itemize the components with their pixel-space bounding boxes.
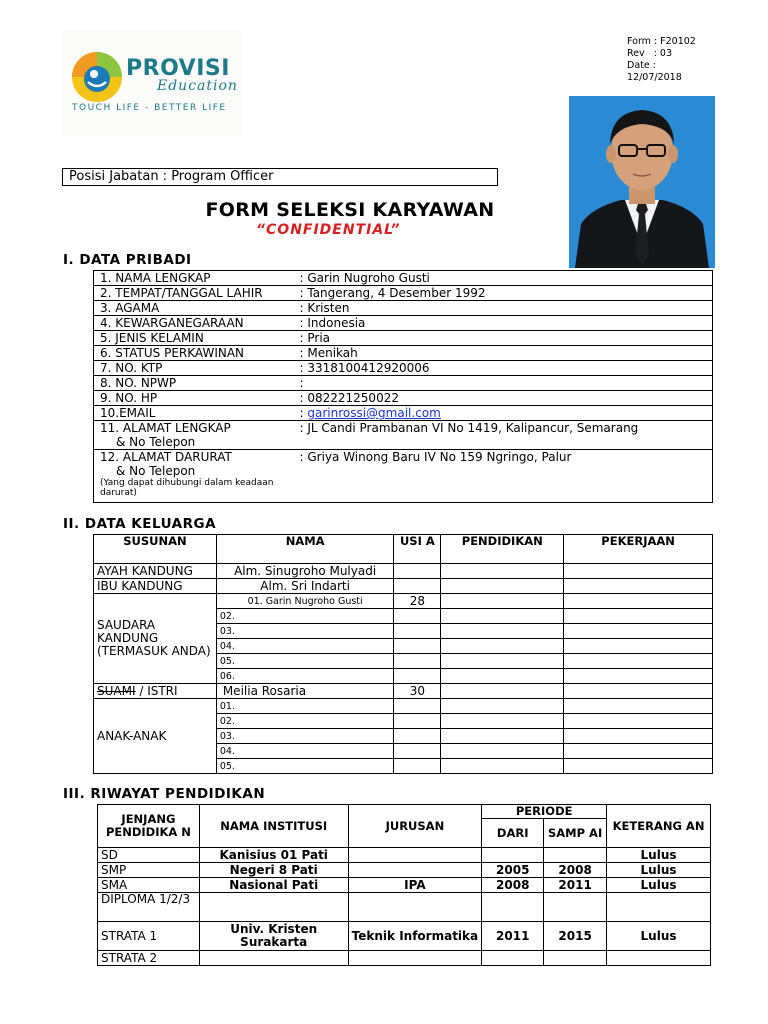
page-title-text: FORM SELEKSI KARYAWAN — [205, 199, 495, 221]
section-data-pribadi: I. DATA PRIBADI — [63, 252, 192, 268]
row-pekerjaan — [564, 609, 713, 624]
row-jurusan: Teknik Informatika — [348, 922, 482, 951]
row-sampai — [544, 848, 607, 863]
row-dari — [482, 848, 544, 863]
row-usia — [394, 729, 441, 744]
field-value: : 082221250022 — [294, 391, 713, 406]
row-usia: 28 — [394, 594, 441, 609]
header-periode: PERIODE — [482, 805, 607, 819]
row-dari: 2011 — [482, 922, 544, 951]
row-usia — [394, 714, 441, 729]
row-pekerjaan — [564, 699, 713, 714]
row-sampai: 2015 — [544, 922, 607, 951]
row-pekerjaan — [564, 669, 713, 684]
row-usia — [394, 744, 441, 759]
row-usia — [394, 759, 441, 774]
table-row — [94, 594, 713, 609]
riwayat-pendidikan-table — [97, 804, 711, 966]
row-keterangan: Lulus — [607, 878, 711, 893]
section-riwayat-pendidikan: III. RIWAYAT PENDIDIKAN — [63, 786, 266, 802]
page-title — [0, 199, 700, 221]
field-label: 6. STATUS PERKAWINAN — [94, 346, 294, 361]
row-pendidikan — [441, 729, 564, 744]
row-pekerjaan — [564, 729, 713, 744]
row-sampai: 2011 — [544, 878, 607, 893]
field-value: : Pria — [294, 331, 713, 346]
email-colon: : — [299, 406, 308, 420]
row-pekerjaan — [564, 624, 713, 639]
row-nama: 05. — [216, 654, 394, 669]
row-pendidikan — [441, 699, 564, 714]
row-jurusan — [348, 951, 482, 966]
row-pekerjaan — [564, 639, 713, 654]
field-label: 10.EMAIL — [94, 406, 294, 421]
row-jenjang: SMP — [98, 863, 200, 878]
header-pendidikan: PENDIDIKAN — [441, 535, 564, 564]
row-jenjang: SMA — [98, 878, 200, 893]
row-usia — [394, 564, 441, 579]
header-jenjang: JENJANG PENDIDIKA N — [98, 805, 200, 848]
table-row — [94, 406, 713, 421]
row-nama-institusi — [199, 951, 348, 966]
form-meta — [627, 36, 696, 84]
row-nama: 04. — [216, 639, 394, 654]
table-row — [98, 922, 711, 951]
field-value: : — [294, 376, 713, 391]
field-value: : Griya Winong Baru IV No 159 Ngringo, Palur — [294, 450, 713, 503]
field-label: 4. KEWARGANEGARAAN — [94, 316, 294, 331]
row-usia — [394, 609, 441, 624]
row-pekerjaan — [564, 684, 713, 699]
row-pekerjaan — [564, 744, 713, 759]
row-jurusan — [348, 893, 482, 922]
row-pendidikan — [441, 609, 564, 624]
row-nama: Alm. Sri Indarti — [216, 579, 394, 594]
row-pekerjaan — [564, 564, 713, 579]
row-keterangan: Lulus — [607, 863, 711, 878]
table-row — [98, 848, 711, 863]
header-dari: DARI — [482, 819, 544, 848]
row-pendidikan — [441, 624, 564, 639]
row-jurusan — [348, 848, 482, 863]
field-value: : 3318100412920006 — [294, 361, 713, 376]
field-label — [94, 450, 294, 503]
row-pekerjaan — [564, 714, 713, 729]
table-row — [94, 391, 713, 406]
header-keterangan: KETERANG AN — [607, 805, 711, 848]
row-label: IBU KANDUNG — [94, 579, 217, 594]
row-nama: 02. — [216, 714, 394, 729]
form-date-label: Date : — [627, 60, 656, 71]
provisi-logo-icon — [70, 50, 124, 104]
row-keterangan — [607, 951, 711, 966]
row-jenjang: DIPLOMA 1/2/3 — [98, 893, 200, 922]
field-value — [294, 406, 713, 421]
header-nama-institusi: NAMA INSTITUSI — [199, 805, 348, 848]
row-pendidikan — [441, 639, 564, 654]
field-label: 8. NO. NPWP — [94, 376, 294, 391]
field-value: : Indonesia — [294, 316, 713, 331]
suami-istri-label — [94, 684, 217, 699]
field-label-line2: & No Telepon — [116, 464, 196, 478]
field-label: 5. JENIS KELAMIN — [94, 331, 294, 346]
field-label: 7. NO. KTP — [94, 361, 294, 376]
applicant-photo — [569, 96, 715, 268]
section-data-keluarga: II. DATA KELUARGA — [63, 516, 217, 532]
table-row — [94, 331, 713, 346]
form-number: Form : F20102 — [627, 36, 696, 47]
table-row — [94, 316, 713, 331]
row-nama-institusi: Nasional Pati — [199, 878, 348, 893]
table-row — [94, 361, 713, 376]
row-jenjang: SD — [98, 848, 200, 863]
table-row — [94, 346, 713, 361]
applicant-photo-icon — [569, 96, 715, 268]
row-pekerjaan — [564, 594, 713, 609]
header-susunan: SUSUNAN — [94, 535, 217, 564]
row-nama: 05. — [216, 759, 394, 774]
row-jurusan — [348, 863, 482, 878]
row-nama-institusi — [199, 893, 348, 922]
row-nama: Alm. Sinugroho Mulyadi — [216, 564, 394, 579]
row-pendidikan — [441, 654, 564, 669]
row-nama: Meilia Rosaria — [216, 684, 394, 699]
row-dari — [482, 893, 544, 922]
row-jenjang: STRATA 1 — [98, 922, 200, 951]
row-nama: 02. — [216, 609, 394, 624]
header-jurusan: JURUSAN — [348, 805, 482, 848]
row-dari: 2008 — [482, 878, 544, 893]
row-usia — [394, 699, 441, 714]
form-date-value: 12/07/2018 — [627, 72, 682, 83]
row-jurusan: IPA — [348, 878, 482, 893]
row-pendidikan — [441, 669, 564, 684]
table-header-row — [94, 535, 713, 564]
table-row — [94, 579, 713, 594]
suami-label: SUAMI — [97, 683, 136, 698]
email-link[interactable]: garinrossi@gmail.com — [307, 406, 441, 420]
table-row — [94, 450, 713, 503]
row-nama-institusi: Univ. Kristen Surakarta — [199, 922, 348, 951]
row-keterangan: Lulus — [607, 922, 711, 951]
table-row — [94, 699, 713, 714]
confidential-label: “CONFIDENTIAL” — [256, 222, 401, 238]
istri-label: / ISTRI — [135, 683, 178, 698]
row-pendidikan — [441, 684, 564, 699]
field-label: 2. TEMPAT/TANGGAL LAHIR — [94, 286, 294, 301]
row-usia — [394, 669, 441, 684]
row-dari: 2005 — [482, 863, 544, 878]
field-value: : Tangerang, 4 Desember 1992 — [294, 286, 713, 301]
field-value: : Menikah — [294, 346, 713, 361]
row-nama-institusi: Negeri 8 Pati — [199, 863, 348, 878]
row-sampai — [544, 951, 607, 966]
row-pekerjaan — [564, 654, 713, 669]
row-usia — [394, 579, 441, 594]
data-keluarga-table — [93, 534, 713, 774]
table-row — [98, 951, 711, 966]
row-sampai: 2008 — [544, 863, 607, 878]
row-nama-institusi: Kanisius 01 Pati — [199, 848, 348, 863]
posisi-jabatan: Posisi Jabatan : Program Officer — [62, 168, 498, 186]
field-value: : Garin Nugroho Gusti — [294, 271, 713, 286]
field-label-line2: & No Telepon — [116, 435, 196, 449]
row-pendidikan — [441, 744, 564, 759]
row-pendidikan — [441, 564, 564, 579]
table-row — [98, 863, 711, 878]
table-row — [98, 878, 711, 893]
field-label — [94, 421, 294, 450]
row-nama: 03. — [216, 624, 394, 639]
form-revision: Rev : 03 — [627, 48, 673, 59]
row-keterangan — [607, 893, 711, 922]
row-pendidikan — [441, 579, 564, 594]
header-sampai: SAMP AI — [544, 819, 607, 848]
table-header-row — [98, 805, 711, 819]
row-nama: 01. — [216, 699, 394, 714]
header-usia: USI A — [394, 535, 441, 564]
field-note: (Yang dapat dihubungi dalam keadaan darurat) — [100, 478, 274, 498]
row-pendidikan — [441, 759, 564, 774]
row-dari — [482, 951, 544, 966]
field-label: 3. AGAMA — [94, 301, 294, 316]
anak-label: ANAK-ANAK — [94, 699, 217, 774]
row-usia: 30 — [394, 684, 441, 699]
row-nama: 03. — [216, 729, 394, 744]
row-nama: 04. — [216, 744, 394, 759]
table-row — [94, 421, 713, 450]
row-pendidikan — [441, 594, 564, 609]
table-row — [94, 376, 713, 391]
row-nama: 06. — [216, 669, 394, 684]
field-value: : JL Candi Prambanan VI No 1419, Kalipancur, Semarang — [294, 421, 713, 450]
logo-name: PROVISI — [126, 56, 230, 81]
row-keterangan: Lulus — [607, 848, 711, 863]
data-pribadi-table — [93, 270, 713, 503]
row-pendidikan — [441, 714, 564, 729]
table-row — [94, 564, 713, 579]
row-pekerjaan — [564, 759, 713, 774]
header-pekerjaan: PEKERJAAN — [564, 535, 713, 564]
row-usia — [394, 654, 441, 669]
saudara-label: SAUDARA KANDUNG (TERMASUK ANDA) — [94, 594, 217, 684]
logo-subtitle: Education — [157, 78, 238, 94]
row-jenjang: STRATA 2 — [98, 951, 200, 966]
row-pekerjaan — [564, 579, 713, 594]
field-value: : Kristen — [294, 301, 713, 316]
row-nama: 01. Garin Nugroho Gusti — [216, 594, 394, 609]
header-nama: NAMA — [216, 535, 394, 564]
logo-tagline: TOUCH LIFE - BETTER LIFE — [72, 103, 227, 113]
row-usia — [394, 624, 441, 639]
company-logo — [62, 30, 242, 136]
field-label-line1: 11. ALAMAT LENGKAP — [100, 421, 231, 435]
row-usia — [394, 639, 441, 654]
table-row — [94, 684, 713, 699]
table-row — [98, 893, 711, 922]
row-label: AYAH KANDUNG — [94, 564, 217, 579]
table-row — [94, 301, 713, 316]
row-sampai — [544, 893, 607, 922]
field-label: 9. NO. HP — [94, 391, 294, 406]
table-row — [94, 271, 713, 286]
field-label-line1: 12. ALAMAT DARURAT — [100, 450, 232, 464]
table-row — [94, 286, 713, 301]
field-label: 1. NAMA LENGKAP — [94, 271, 294, 286]
